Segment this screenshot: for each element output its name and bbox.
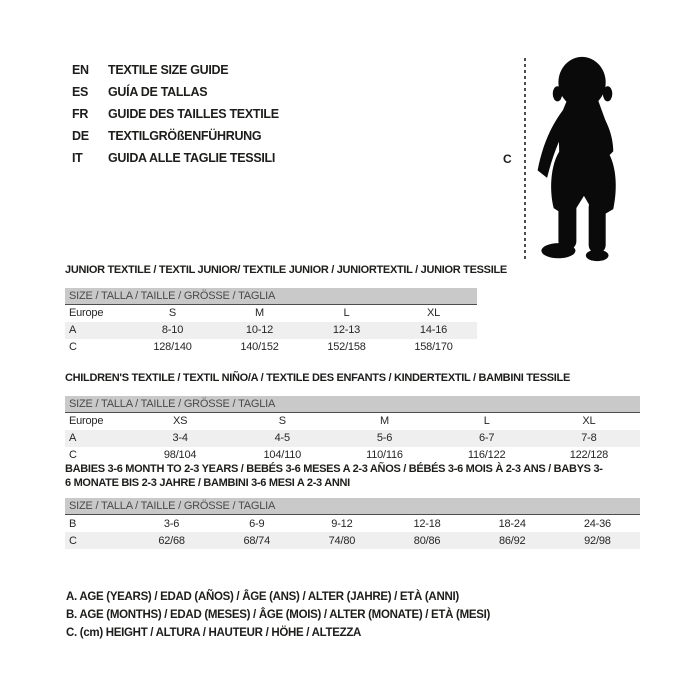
row-label: A: [69, 324, 77, 336]
table-cell: 6-7: [479, 432, 495, 444]
table-cell: 140/152: [240, 341, 279, 353]
language-label: TEXTILE SIZE GUIDE: [108, 63, 229, 77]
language-code: FR: [72, 107, 89, 121]
children-size-table: [65, 413, 640, 464]
row-label: Europe: [69, 307, 104, 319]
language-label: TEXTILGRÖßENFÜHRUNG: [108, 129, 262, 143]
table-cell: M: [379, 415, 389, 427]
children-textile-section: [65, 372, 640, 464]
table-cell: M: [255, 307, 264, 319]
footnotes: [66, 588, 490, 642]
table-cell: S: [278, 415, 286, 427]
language-code: IT: [72, 151, 83, 165]
size-header-bar: SIZE / TALLA / TAILLE / GRÖSSE / TAGLIA: [65, 288, 477, 305]
table-cell: 12-18: [413, 517, 441, 530]
table-cell: 128/140: [153, 341, 192, 353]
table-cell: 158/170: [414, 341, 453, 353]
junior-textile-section: [65, 264, 507, 356]
language-code: ES: [72, 85, 89, 99]
language-row-en: [72, 59, 279, 81]
row-label: C: [69, 341, 77, 353]
table-cell: 86/92: [498, 534, 526, 547]
babies-textile-section: [65, 463, 640, 549]
table-cell: 116/122: [467, 449, 506, 461]
table-cell: 3-4: [172, 432, 188, 444]
footnote-c: C. (cm) HEIGHT / ALTURA / HAUTEUR / HÖHE / ALTEZZA: [66, 627, 362, 639]
table-cell: 4-5: [274, 432, 290, 444]
language-row-de: [72, 125, 279, 147]
row-label: B: [69, 517, 77, 530]
table-cell: 62/68: [158, 534, 185, 547]
table-cell: 12-13: [332, 324, 361, 336]
table-row: [65, 447, 640, 464]
table-cell: 9-12: [331, 517, 353, 530]
footnote-a: A. AGE (YEARS) / EDAD (AÑOS) / ÂGE (ANS) / ALTER (JAHRE) / ETÀ (ANNI): [66, 591, 459, 603]
language-code: DE: [72, 129, 89, 143]
table-cell: XL: [426, 307, 441, 319]
table-cell: XS: [172, 415, 188, 427]
junior-size-table: [65, 305, 477, 356]
table-cell: 68/74: [243, 534, 270, 547]
table-cell: S: [168, 307, 177, 319]
baby-silhouette-icon: [531, 55, 635, 268]
language-row-fr: [72, 103, 279, 125]
row-label: C: [69, 449, 77, 461]
table-cell: 18-24: [498, 517, 526, 530]
table-row: [65, 305, 477, 322]
children-table-title: CHILDREN'S TEXTILE / TEXTIL NIÑO/A / TEXTILE DES ENFANTS / KINDERTEXTIL / BAMBINI TESSILE: [65, 372, 570, 384]
language-label: GUIDE DES TAILLES TEXTILE: [108, 107, 279, 121]
table-cell: L: [483, 415, 490, 427]
babies-table-title: BABIES 3-6 MONTH TO 2-3 YEARS / BEBÉS 3-6 MESES A 2-3 AÑOS / BÉBÉS 3-6 MOIS À 2-3 ANS / BABYS 3-6 MONATE BIS 2-3 JAHRE / BAMBINI 3-6 MESI A 2-3 ANNI: [65, 463, 603, 489]
table-cell: 3-6: [163, 517, 180, 530]
table-cell: L: [343, 307, 350, 319]
table-cell: 110/116: [366, 449, 403, 461]
language-legend: [72, 59, 279, 169]
language-row-it: [72, 147, 279, 169]
row-label: A: [69, 432, 77, 444]
table-row: [65, 413, 640, 430]
table-cell: 8-10: [161, 324, 184, 336]
language-row-es: [72, 81, 279, 103]
table-cell: 7-8: [581, 432, 597, 444]
language-label: GUIDA ALLE TAGLIE TESSILI: [108, 151, 276, 165]
table-cell: 6-9: [249, 517, 265, 530]
table-row: [65, 339, 477, 356]
table-cell: 5-6: [376, 432, 393, 444]
language-label: GUÍA DE TALLAS: [108, 85, 208, 99]
size-header-bar: SIZE / TALLA / TAILLE / GRÖSSE / TAGLIA: [65, 498, 640, 515]
table-cell: 10-12: [245, 324, 274, 336]
table-cell: 152/158: [327, 341, 366, 353]
table-cell: 98/104: [163, 449, 197, 461]
table-row: [65, 430, 640, 447]
row-label: Europe: [69, 415, 104, 427]
table-cell: 14-16: [419, 324, 448, 336]
size-header-bar: SIZE / TALLA / TAILLE / GRÖSSE / TAGLIA: [65, 396, 640, 413]
table-row: [65, 515, 640, 532]
table-cell: 122/128: [569, 449, 609, 461]
table-cell: 24-36: [583, 517, 611, 530]
row-label: C: [69, 534, 77, 547]
height-measure-label: C: [503, 152, 512, 166]
footnote-b: B. AGE (MONTHS) / EDAD (MESES) / ÂGE (MOIS) / ALTER (MONATE) / ETÀ (MESI): [66, 609, 491, 621]
table-row: [65, 322, 477, 339]
table-cell: 80/86: [413, 534, 441, 547]
table-cell: 104/110: [263, 449, 302, 461]
language-code: EN: [72, 63, 89, 77]
height-measure-line: [524, 58, 526, 262]
junior-table-title: JUNIOR TEXTILE / TEXTIL JUNIOR/ TEXTILE JUNIOR / JUNIORTEXTIL / JUNIOR TESSILE: [65, 264, 507, 276]
table-cell: 74/80: [328, 534, 356, 547]
table-cell: XL: [582, 415, 596, 427]
babies-size-table: [65, 515, 640, 549]
table-row: [65, 532, 640, 549]
table-cell: 92/98: [584, 534, 611, 547]
